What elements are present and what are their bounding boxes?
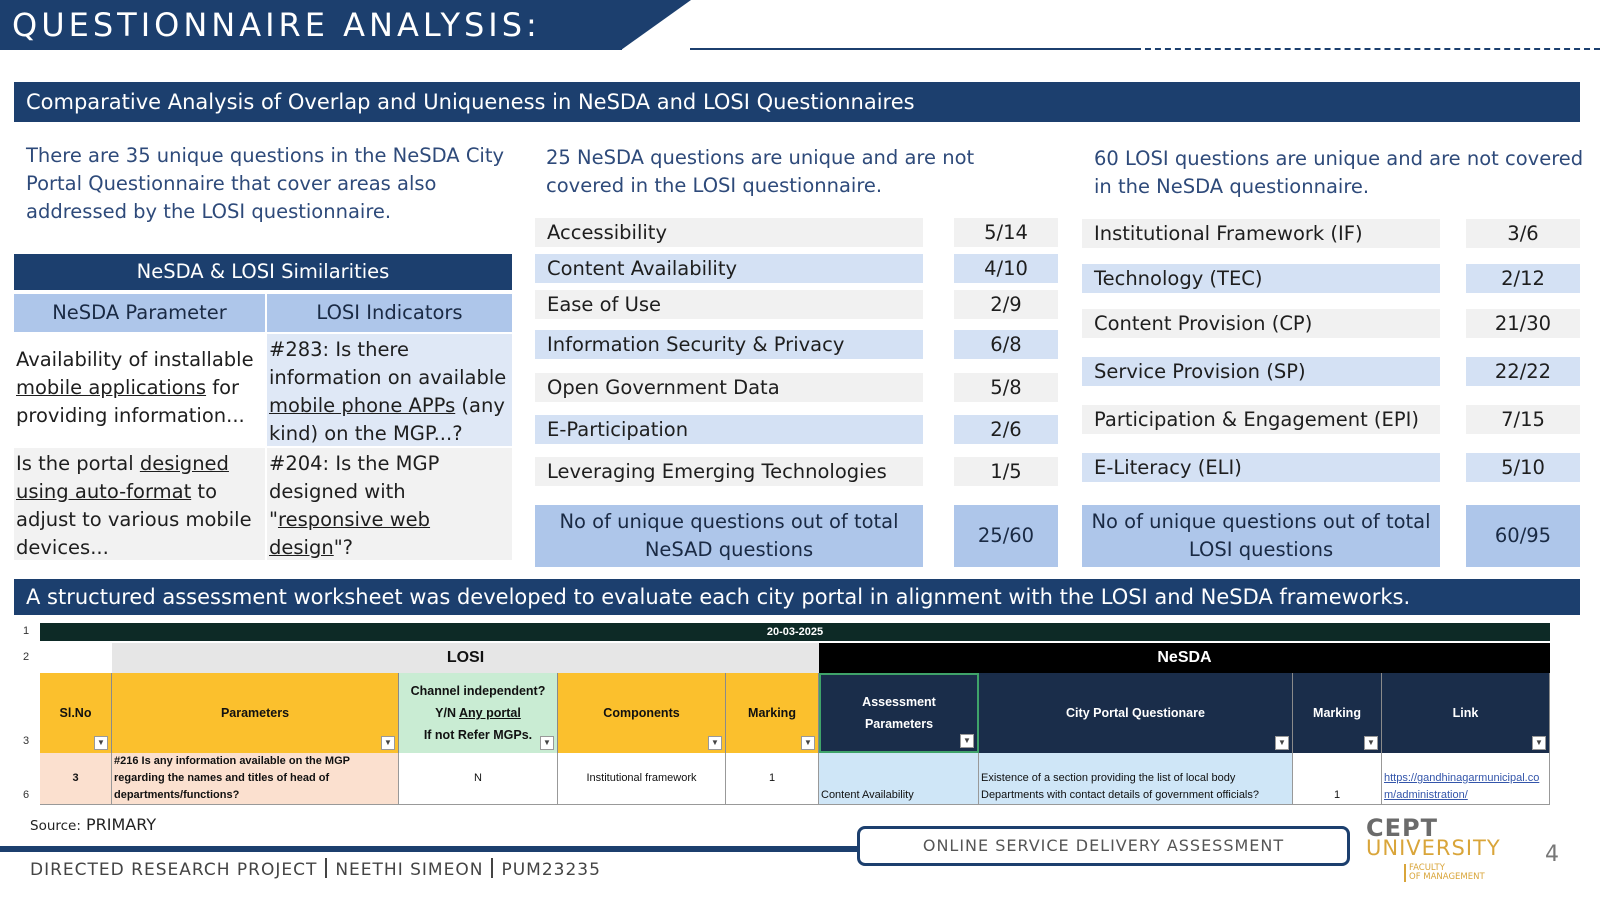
similarities-row2-nesda: Is the portal designed using auto-format to adjust to various mobile devices... — [14, 448, 265, 560]
losi-category-count: 5/10 — [1466, 453, 1580, 482]
col-header-parameters: Parameters ▼ — [112, 673, 399, 753]
nesda-category-count: 4/10 — [954, 254, 1058, 283]
filter-dropdown-icon[interactable]: ▼ — [94, 736, 108, 750]
row-number: 6 — [22, 789, 30, 801]
cell-parameters[interactable]: #216 Is any information available on the MGP regarding the names and titles of head of departments/functions? — [112, 753, 399, 805]
filter-dropdown-icon[interactable]: ▼ — [1275, 736, 1289, 750]
col-header-assessment: Assessment Parameters ▼ — [819, 673, 979, 753]
header-dashed-rule — [1135, 48, 1600, 50]
row-number: 1 — [22, 625, 30, 637]
losi-category-count: 7/15 — [1466, 405, 1580, 434]
losi-category-label: E-Literacy (ELI) — [1082, 453, 1440, 482]
losi-category-label: Content Provision (CP) — [1082, 309, 1440, 338]
section-banner-worksheet: A structured assessment worksheet was developed to evaluate each city portal in alignment with the LOSI and NeSDA frameworks. — [14, 579, 1580, 615]
cept-university-logo: CEPT UNIVERSITY FACULTY OF MANAGEMENT — [1366, 814, 1501, 882]
intro-overlap-text: There are 35 unique questions in the NeSDA City Portal Questionnaire that cover areas also addressed by the LOSI questionnaire. — [26, 144, 505, 223]
col-header-marking: Marking ▼ — [726, 673, 819, 753]
losi-category-label: Service Provision (SP) — [1082, 357, 1440, 386]
intro-losi-unique-text: 60 LOSI questions are unique and are not covered in the NeSDA questionnaire. — [1094, 147, 1584, 198]
nesda-total-value: 25/60 — [954, 505, 1058, 567]
losi-category-label: Participation & Engagement (EPI) — [1082, 405, 1440, 434]
source-note: Source: PRIMARY — [30, 815, 157, 834]
nesda-category-count: 5/8 — [954, 373, 1058, 402]
col-header-channel: Channel independent? Y/N Any portal If not Refer MGPs. ▼ — [399, 673, 558, 753]
nesda-category-label: Accessibility — [535, 218, 923, 247]
row-number: 3 — [22, 735, 30, 747]
nesda-category-label: Content Availability — [535, 254, 923, 283]
page-title: QUESTIONNAIRE ANALYSIS: — [12, 6, 541, 44]
similarities-col-losi-indicators: LOSI Indicators — [267, 294, 512, 332]
losi-category-label: Technology (TEC) — [1082, 264, 1440, 293]
header-bar-slant — [621, 0, 691, 50]
cell-channel[interactable]: N — [399, 753, 558, 805]
nesda-category-label: Ease of Use — [535, 290, 923, 319]
assessment-worksheet — [14, 623, 1560, 807]
header-rule — [690, 48, 1135, 50]
worksheet-losi-group: LOSI — [112, 643, 819, 673]
footer-credits: DIRECTED RESEARCH PROJECT NEETHI SIMEON PUM23235 — [30, 860, 601, 880]
cell-link[interactable]: https://gandhinagarmunicipal.com/administration/ — [1382, 753, 1550, 805]
footer-rule — [0, 846, 862, 852]
intro-nesda-unique-text: 25 NeSDA questions are unique and are not covered in the LOSI questionnaire. — [546, 146, 975, 197]
cell-components[interactable]: Institutional framework — [558, 753, 726, 805]
filter-dropdown-icon[interactable]: ▼ — [801, 736, 815, 750]
col-header-marking-nesda: Marking ▼ — [1293, 673, 1382, 753]
losi-category-count: 2/12 — [1466, 264, 1580, 293]
nesda-category-count: 6/8 — [954, 330, 1058, 359]
filter-dropdown-icon[interactable]: ▼ — [1532, 736, 1546, 750]
col-header-components: Components ▼ — [558, 673, 726, 753]
nesda-total-label: No of unique questions out of total NeSAD questions — [535, 505, 923, 567]
filter-dropdown-icon[interactable]: ▼ — [540, 736, 554, 750]
row-number: 2 — [22, 651, 30, 663]
cell-city-portal[interactable]: Existence of a section providing the list of local body Departments with contact details of government officials? — [979, 753, 1293, 805]
nesda-category-count: 2/6 — [954, 415, 1058, 444]
losi-category-count: 3/6 — [1466, 219, 1580, 248]
col-header-link: Link ▼ — [1382, 673, 1550, 753]
similarities-title: NeSDA & LOSI Similarities — [14, 254, 512, 290]
losi-category-count: 21/30 — [1466, 309, 1580, 338]
similarities-col-nesda-parameter: NeSDA Parameter — [14, 294, 265, 332]
nesda-category-label: Leveraging Emerging Technologies — [535, 457, 923, 486]
filter-dropdown-icon[interactable]: ▼ — [1364, 736, 1378, 750]
losi-category-label: Institutional Framework (IF) — [1082, 219, 1440, 248]
similarities-row2-losi: #204: Is the MGP designed with "responsive web design"? — [267, 448, 512, 560]
nesda-category-label: Open Government Data — [535, 373, 923, 402]
filter-dropdown-icon[interactable]: ▼ — [708, 736, 722, 750]
nesda-category-label: Information Security & Privacy — [535, 330, 923, 359]
col-header-city-portal: City Portal Questionare ▼ — [979, 673, 1293, 753]
losi-category-count: 22/22 — [1466, 357, 1580, 386]
section-banner-comparative: Comparative Analysis of Overlap and Uniqueness in NeSDA and LOSI Questionnaires — [14, 82, 1580, 122]
nesda-category-count: 5/14 — [954, 218, 1058, 247]
cell-marking-nesda[interactable]: 1 — [1293, 753, 1382, 805]
nesda-category-count: 2/9 — [954, 290, 1058, 319]
losi-total-label: No of unique questions out of total LOSI questions — [1082, 505, 1440, 567]
nesda-category-count: 1/5 — [954, 457, 1058, 486]
footer-title-box: ONLINE SERVICE DELIVERY ASSESSMENT — [857, 826, 1350, 866]
similarities-row1-nesda: Availability of installable mobile applications for providing information... — [14, 334, 265, 446]
page-number: 4 — [1545, 842, 1559, 867]
nesda-category-label: E-Participation — [535, 415, 923, 444]
cell-slno[interactable]: 3 — [40, 753, 112, 805]
cell-assessment[interactable]: Content Availability — [819, 753, 979, 805]
worksheet-nesda-group: NeSDA — [819, 643, 1550, 673]
col-header-slno: Sl.No ▼ — [40, 673, 112, 753]
cell-marking[interactable]: 1 — [726, 753, 819, 805]
filter-dropdown-icon[interactable]: ▼ — [381, 736, 395, 750]
losi-total-value: 60/95 — [1466, 505, 1580, 567]
similarities-row1-losi: #283: Is there information on available mobile phone APPs (any kind) on the MGP...? — [267, 334, 512, 446]
filter-dropdown-icon[interactable]: ▼ — [960, 734, 974, 748]
worksheet-date: 20-03-2025 — [40, 623, 1550, 641]
